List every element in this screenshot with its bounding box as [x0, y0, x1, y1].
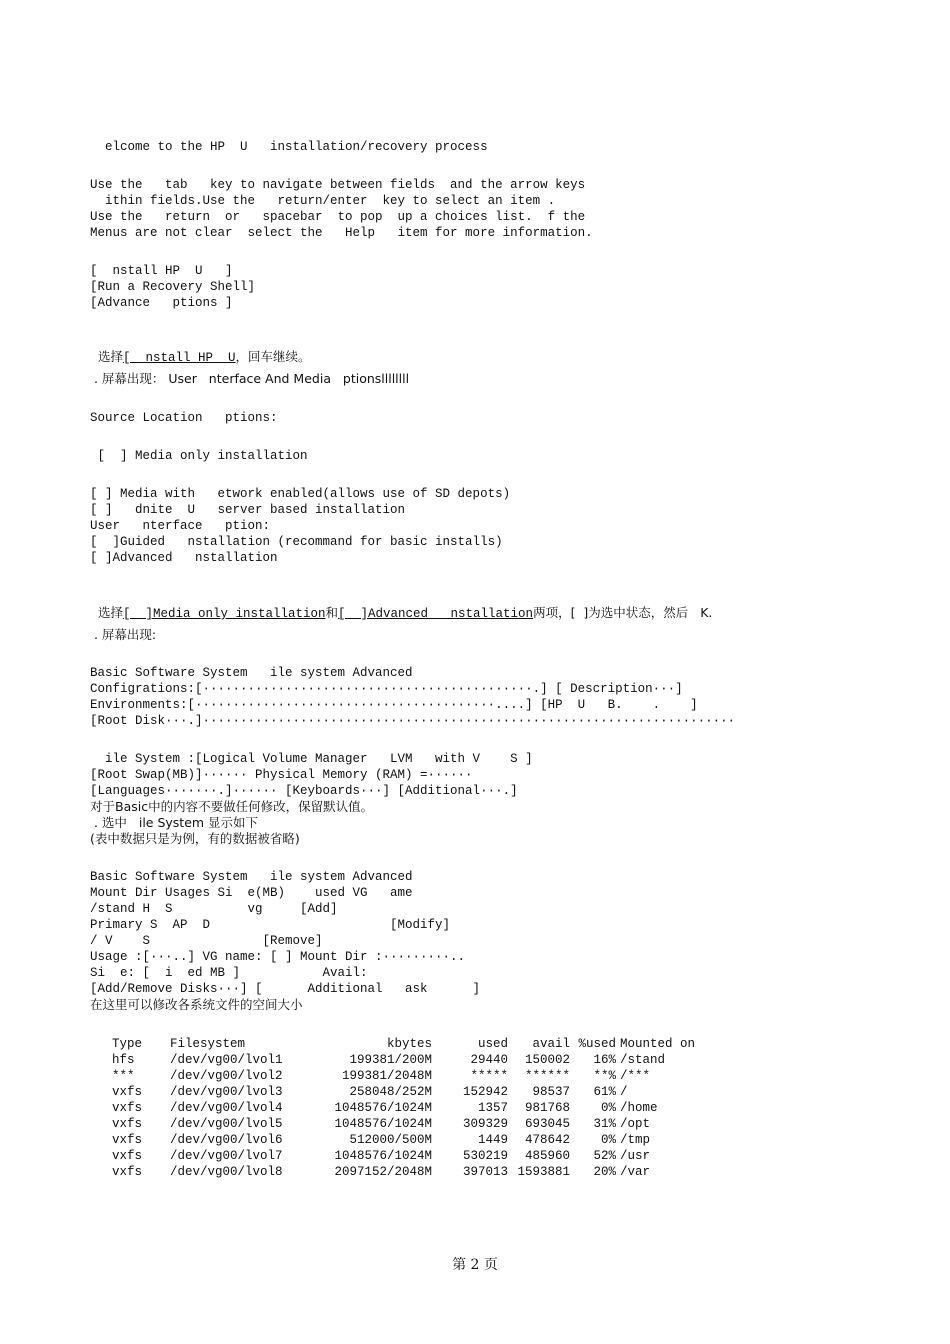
cell-avail: ****** [524, 1069, 570, 1083]
welcome-line: elcome to the HP U installation/recovery process [90, 140, 488, 154]
cell-kbytes: 2097152/2048M [334, 1165, 432, 1179]
cell-type: *** [112, 1069, 135, 1083]
languages-line: [Languages·······.]······ [Keyboards···] [Additional···.] [90, 784, 518, 798]
cell-filesystem: /dev/vg00/lvol1 [170, 1053, 283, 1067]
header-filesystem: Filesystem [170, 1037, 246, 1051]
cell-percent-used: 31% [593, 1117, 616, 1131]
header-type: Type [112, 1037, 143, 1051]
cell-mounted-on: /usr [620, 1149, 651, 1163]
cell-filesystem: /dev/vg00/lvol8 [170, 1165, 283, 1179]
table-row [112, 1116, 710, 1132]
cell-mounted-on: /opt [620, 1117, 651, 1131]
select-prefix: 选择 [97, 349, 123, 364]
cell-type: vxfs [112, 1085, 143, 1099]
modify-space-note: 在这里可以修改各系统文件的空间大小 [90, 997, 303, 1012]
table-row [112, 1068, 710, 1084]
usage-line: Usage :[···..] VG name: [ ] Mount Dir :·········.. [90, 950, 466, 964]
table-row [112, 1052, 710, 1068]
cell-used: ***** [470, 1069, 508, 1083]
filesystem-table [112, 1036, 710, 1180]
cell-filesystem: /dev/vg00/lvol5 [170, 1117, 283, 1131]
cell-filesystem: /dev/vg00/lvol3 [170, 1085, 283, 1099]
user-interface-option-heading: User nterface ption: [90, 519, 271, 533]
header-avail: avail [532, 1037, 570, 1051]
select-joiner: 和 [325, 605, 339, 620]
cell-avail: 150002 [524, 1053, 570, 1067]
primary-swap-row: Primary S AP D [Modify] [90, 918, 451, 932]
cell-used: 152942 [462, 1085, 508, 1099]
instructions-line: Use the tab key to navigate between fields and the arrow keys [90, 178, 586, 192]
cell-kbytes: 258048/252M [349, 1085, 432, 1099]
cell-used: 309329 [462, 1117, 508, 1131]
cell-avail: 98537 [532, 1085, 570, 1099]
add-remove-disks-line: [Add/Remove Disks···] [ Additional ask ] [90, 982, 481, 996]
header-mounted-on: Mounted on [620, 1037, 696, 1051]
table-row [112, 1164, 710, 1180]
mount-dir-header: Mount Dir Usages Si e(MB) used VG ame [90, 886, 413, 900]
cell-percent-used: 16% [593, 1053, 616, 1067]
cell-used: 530219 [462, 1149, 508, 1163]
cell-percent-used: 20% [593, 1165, 616, 1179]
cell-mounted-on: /tmp [620, 1133, 651, 1147]
cell-used: 1449 [477, 1133, 508, 1147]
stand-row: /stand H S vg [Add] [90, 902, 338, 916]
cell-percent-used: 52% [593, 1149, 616, 1163]
option-ignite-server: [ ] dnite U server based installation [90, 503, 406, 517]
instructions-line: Menus are not clear select the Help item for more information. [90, 226, 593, 240]
table-row [112, 1148, 710, 1164]
instructions-line: ithin fields.Use the return/enter key to select an item . [90, 194, 556, 208]
cell-percent-used: 61% [593, 1085, 616, 1099]
example-data-note: (表中数据只是为例，有的数据被省略) [90, 831, 300, 846]
cell-percent-used: 0% [600, 1133, 616, 1147]
cell-kbytes: 1048576/1024M [334, 1149, 432, 1163]
select-target: [ nstall HP U [122, 351, 236, 365]
option-media-network: [ ] Media with etwork enabled(allows use of SD depots) [90, 487, 511, 501]
size-line: Si e: [ i ed MB ] Avail: [90, 966, 368, 980]
step-screen-appears: . 屏幕出现： User nterface And Media ptionsllllllll [90, 371, 410, 386]
cell-filesystem: /dev/vg00/lvol7 [170, 1149, 283, 1163]
cell-type: vxfs [112, 1117, 143, 1131]
cell-type: vxfs [112, 1149, 143, 1163]
cell-kbytes: 1048576/1024M [334, 1101, 432, 1115]
cell-mounted-on: / [620, 1085, 628, 1099]
cell-mounted-on: /home [620, 1101, 658, 1115]
select-file-system-note: . 选中 ile System 显示如下 [90, 815, 259, 830]
cell-percent-used: 0% [600, 1101, 616, 1115]
root-vxfs-row: / V S [Remove] [90, 934, 323, 948]
option-advanced-installation: [ ]Advanced nstallation [90, 551, 278, 565]
instructions-line: Use the return or spacebar to pop up a choices list. f the [90, 210, 586, 224]
select-prefix: 选择 [97, 605, 123, 620]
source-location-heading: Source Location ptions: [90, 411, 278, 425]
cell-avail: 981768 [524, 1101, 570, 1115]
cell-mounted-on: /var [620, 1165, 651, 1179]
file-system-line: ile System :[Logical Volume Manager LVM with V S ] [90, 752, 533, 766]
step-screen-appears-2: . 屏幕出现: [90, 627, 157, 642]
table-row [112, 1084, 710, 1100]
cell-type: vxfs [112, 1133, 143, 1147]
menu-option-install: [ nstall HP U ] [90, 264, 233, 278]
table-row [112, 1100, 710, 1116]
header-percent-used: %used [578, 1037, 616, 1051]
cell-avail: 478642 [524, 1133, 570, 1147]
header-used: used [477, 1037, 508, 1051]
select-instruction-2 [90, 589, 712, 622]
cell-percent-used: **% [593, 1069, 616, 1083]
cell-avail: 693045 [524, 1117, 570, 1131]
basic-tabs-line-2: Basic Software System ile system Advanced [90, 870, 413, 884]
cell-used: 29440 [470, 1053, 508, 1067]
option-media-only: [ ] Media only installation [90, 449, 308, 463]
environments-line: Environments:[········································....] [HP U B. . ] [90, 698, 698, 712]
cell-filesystem: /dev/vg00/lvol2 [170, 1069, 283, 1083]
cell-used: 1357 [477, 1101, 508, 1115]
cell-filesystem: /dev/vg00/lvol6 [170, 1133, 283, 1147]
cell-kbytes: 1048576/1024M [334, 1117, 432, 1131]
cell-used: 397013 [462, 1165, 508, 1179]
cell-mounted-on: /stand [620, 1053, 666, 1067]
cell-mounted-on: /*** [620, 1069, 651, 1083]
root-swap-line: [Root Swap(MB)]······ Physical Memory (RAM) =······ [90, 768, 473, 782]
cell-avail: 485960 [524, 1149, 570, 1163]
table-header-row [112, 1036, 710, 1052]
cell-type: hfs [112, 1053, 135, 1067]
basic-tabs-line: Basic Software System ile system Advanced [90, 666, 413, 680]
cell-kbytes: 512000/500M [349, 1133, 432, 1147]
cell-type: vxfs [112, 1101, 143, 1115]
configurations-line: Configrations:[············································.] [ Description···] [90, 682, 683, 696]
page-number-footer: 第 2 页 [452, 1257, 498, 1273]
cell-kbytes: 199381/2048M [341, 1069, 432, 1083]
menu-option-recovery-shell: [Run a Recovery Shell] [90, 280, 256, 294]
basic-note: 对于Basic中的内容不要做任何修改，保留默认值。 [90, 799, 374, 814]
select-instruction-1 [90, 333, 311, 366]
select-suffix: 两项，[ ]为选中状态，然后 K. [533, 605, 713, 620]
cell-kbytes: 199381/200M [349, 1053, 432, 1067]
root-disk-line: [Root Disk···.]······································································· [90, 714, 736, 728]
cell-type: vxfs [112, 1165, 143, 1179]
cell-avail: 1593881 [517, 1165, 570, 1179]
table-row [112, 1132, 710, 1148]
select-suffix: ，回车继续。 [235, 349, 311, 364]
select-target-advanced: [ ]Advanced nstallation [338, 607, 534, 621]
cell-filesystem: /dev/vg00/lvol4 [170, 1101, 283, 1115]
select-target-media: [ ]Media only installation [122, 607, 326, 621]
menu-option-advanced: [Advance ptions ] [90, 296, 233, 310]
option-guided-installation: [ ]Guided nstallation (recommand for basic installs) [90, 535, 503, 549]
header-kbytes: kbytes [386, 1037, 432, 1051]
